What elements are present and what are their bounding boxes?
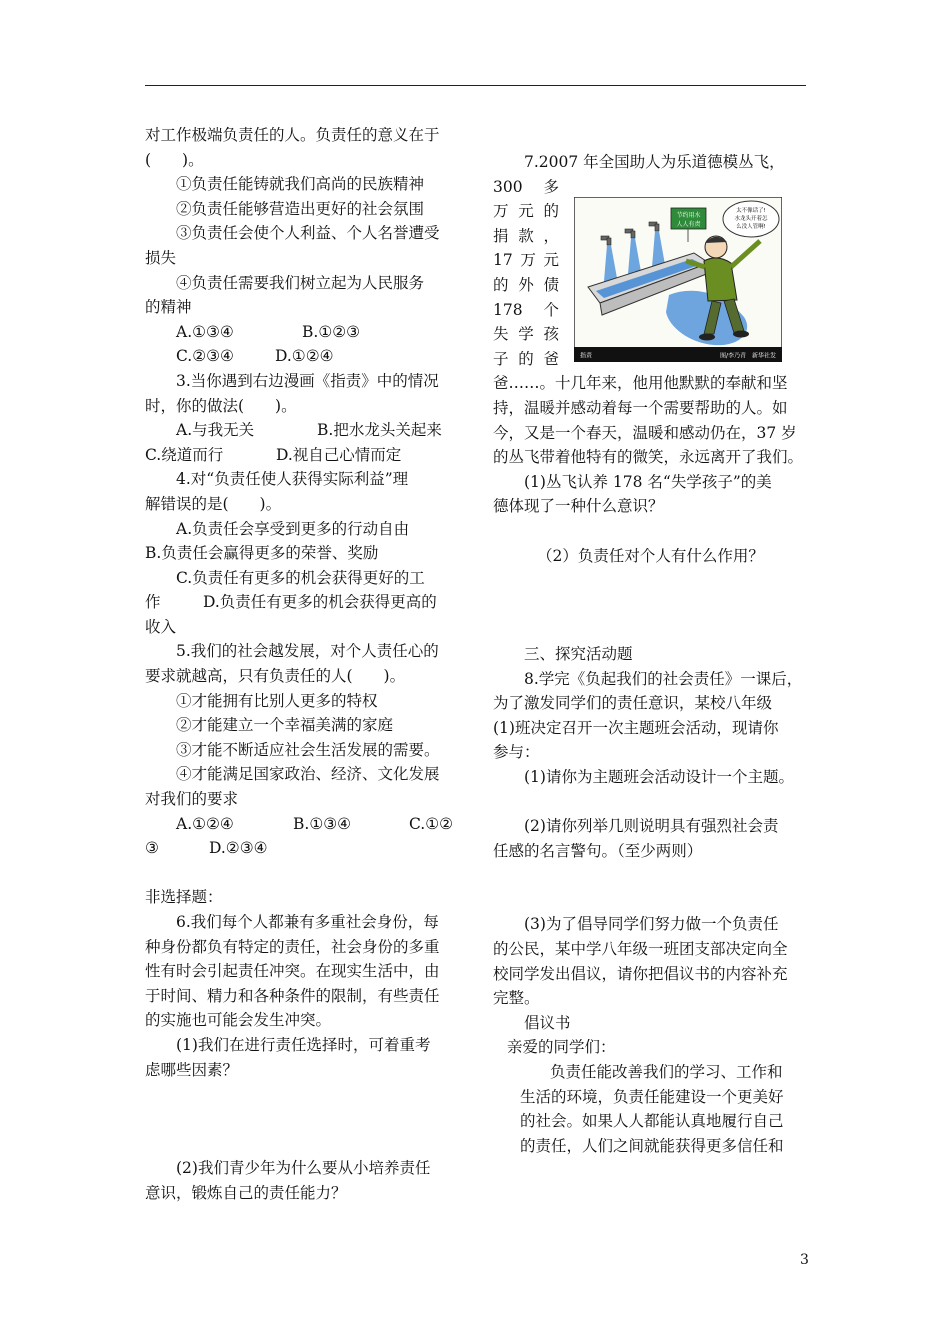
q6-sub2-line: (2)我们青少年为什么要从小培养责任 <box>176 1159 431 1178</box>
q4-option-b: B.负责任会赢得更多的荣誉、奖励 <box>145 544 379 563</box>
answer-space <box>493 790 813 815</box>
q2-option-d: D.①②④ <box>275 347 334 366</box>
q7-narrow-line <box>493 175 559 200</box>
cartoon-caption-left: 指责 <box>580 352 593 360</box>
q5-item: ④才能满足国家政治、经济、文化发展 <box>176 765 440 784</box>
q7-char: 多 <box>543 177 559 196</box>
q3-option-b: B.把水龙头关起来 <box>317 421 442 440</box>
q4-option-c-cont: 作 <box>145 593 161 612</box>
q7-char: 子 <box>493 349 509 368</box>
q8-text-line: 8.学完《负起我们的社会责任》一课后， <box>524 669 803 688</box>
q4-option-d: D.负责任有更多的机会获得更高的 <box>203 593 437 612</box>
q7-char: 学 <box>518 325 534 344</box>
q7-text-line: 持，温暖并感动着每一个需要帮助的人。如 <box>493 398 788 417</box>
q7-char: 债 <box>543 275 559 294</box>
q5-item-cont: 对我们的要求 <box>145 790 239 809</box>
q4-options-row <box>145 590 463 615</box>
q4-option-a: A.负责任会享受到更多的行动自由 <box>176 519 410 538</box>
q3-options-row <box>145 418 463 443</box>
q5-options-row <box>145 836 463 861</box>
q7-char: 的 <box>518 349 534 368</box>
q7-char: 300 <box>493 177 523 196</box>
letter-body-line: 的责任，人们之间就能获得更多信任和 <box>520 1136 784 1155</box>
bubble-text: 太不像话了! <box>736 208 766 214</box>
q7-char: 孩 <box>543 325 559 344</box>
q2-item: ②负责任能够营造出更好的社会氛围 <box>176 199 425 218</box>
q8-sub3-line: 校同学发出倡议，请你把倡议书的内容补充 <box>493 964 788 983</box>
q7-narrow-line <box>493 298 559 323</box>
q4-option-d-cont: 收入 <box>145 617 177 636</box>
q2-options-row <box>145 320 463 345</box>
q4-option-c: C.负责任有更多的机会获得更好的工 <box>176 568 425 587</box>
letter-body-line: 生活的环境，负责任能建设一个更美好 <box>520 1087 784 1106</box>
q6-sub1-line: (1)我们在进行责任选择时，可着重考 <box>176 1035 431 1054</box>
q5-option-c-cont: ③ <box>145 839 159 858</box>
q5-item: ③才能不断适应社会生活发展的需要。 <box>176 740 440 759</box>
q6-text-line: 的实施也可能会发生冲突。 <box>145 1011 332 1030</box>
q7-char: 元 <box>543 251 559 270</box>
q2-options-row <box>145 344 463 369</box>
q7-char: 款 <box>518 226 534 245</box>
spacer <box>145 861 463 886</box>
letter-title: 倡议书 <box>524 1013 571 1032</box>
q7-char: 外 <box>518 275 534 294</box>
q3-option-a: A.与我无关 <box>176 421 255 440</box>
q7-char: ， <box>543 226 559 245</box>
q2-text-line: ( )。 <box>145 150 204 169</box>
q7-sub1-line: (1)丛飞认养 178 名“失学孩子”的美 <box>524 472 772 491</box>
q7-char: 万 <box>520 251 536 270</box>
letter-body-line: 负责任能改善我们的学习、工作和 <box>550 1063 783 1081</box>
q4-text-line: 4.对“负责任使人获得实际利益”理 <box>176 470 409 489</box>
q3-options-row <box>145 443 463 468</box>
bubble-text: 水龙头开着怎 <box>734 216 768 222</box>
q7-text-line: 的丛飞带着他特有的微笑，永远离开了我们。 <box>493 448 804 467</box>
q7-sub2-line: （2）负责任对个人有什么作用？ <box>537 546 764 565</box>
answer-space <box>493 568 813 642</box>
q8-sub3-line: 完整。 <box>493 989 540 1008</box>
q2-item-cont: 的精神 <box>145 298 192 317</box>
left-column <box>145 123 463 1205</box>
q7-narrow-line <box>493 347 559 372</box>
q7-char: 爸 <box>543 349 559 368</box>
q3-text-line: 3.当你遇到右边漫画《指责》中的情况 <box>176 371 439 390</box>
q8-sub3-line: (3)为了倡导同学们努力做一个负责任 <box>524 915 779 934</box>
cartoon-illustration <box>574 197 782 362</box>
letter-salutation: 亲爱的同学们： <box>507 1038 616 1057</box>
sign-text: 人人有责 <box>676 221 701 228</box>
q2-option-a: A.①③④ <box>176 322 234 341</box>
q3-text-line: 时，你的做法( )。 <box>145 396 297 415</box>
cartoon-caption-right: 图/李乃青 新华社发 <box>719 352 776 360</box>
q4-text-line: 解错误的是( )。 <box>145 494 282 513</box>
q7-narrow-line <box>493 199 559 224</box>
q6-text-line: 6.我们每个人都兼有多重社会身份，每 <box>176 913 439 931</box>
answer-space <box>493 519 813 544</box>
q8-sub1-line: (1)请你为主题班会活动设计一个主题。 <box>524 768 794 787</box>
q5-options-row <box>145 812 463 837</box>
q7-narrow-line <box>493 248 559 273</box>
q8-text-line: 为了激发同学们的责任意识，某校八年级 <box>493 694 773 713</box>
q8-sub2-line: (2)请你列举几则说明具有强烈社会责 <box>524 817 779 836</box>
q7-char: 失 <box>493 325 509 344</box>
q6-text-line: 种身份都负有特定的责任，社会身份的多重 <box>145 937 440 956</box>
q5-item: ①才能拥有比别人更多的特权 <box>176 691 378 710</box>
answer-space <box>145 1082 463 1156</box>
q7-char: 万 <box>493 202 509 221</box>
q6-sub1-line: 虑哪些因素？ <box>145 1060 239 1079</box>
q7-narrow-line <box>493 322 559 347</box>
q6-text-line: 于时间、精力和各种条件的限制，有些责任 <box>145 986 440 1005</box>
q6-text-line: 性有时会引起责任冲突。在现实生活中，由 <box>145 962 440 981</box>
letter-body-line: 的社会。如果人人都能认真地履行自己 <box>520 1112 784 1131</box>
q7-char: 个 <box>543 300 559 319</box>
sign-text: 节约用水 <box>676 212 701 219</box>
q7-char: 元 <box>518 202 534 221</box>
q2-item: ①负责任能铸就我们高尚的民族精神 <box>176 175 425 194</box>
cartoon-image <box>574 197 782 362</box>
section3-heading: 三、探究活动题 <box>524 645 633 664</box>
page-number: 3 <box>800 1252 809 1268</box>
q7-char: 178 <box>493 300 523 319</box>
q2-text-line: 对工作极端负责任的人。负责任的意义在于 <box>145 126 440 144</box>
q7-text-line: 今，又是一个春天，温暖和感动仍在，37 岁 <box>493 423 797 442</box>
q8-sub2-line: 任感的名言警句。（至少两则） <box>493 841 703 860</box>
q2-option-b: B.①②③ <box>302 322 361 341</box>
q7-char: 的 <box>493 275 509 294</box>
q5-item: ②才能建立一个幸福美满的家庭 <box>176 716 394 735</box>
q7-char: 的 <box>543 202 559 221</box>
q8-text-line: (1)班决定召开一次主题班会活动，现请你 <box>493 718 779 737</box>
q5-text-line: 5.我们的社会越发展，对个人责任心的 <box>176 642 439 661</box>
q2-item: ④负责任需要我们树立起为人民服务 <box>176 273 425 292</box>
q7-text-line: 7.2007 年全国助人为乐道德模丛飞， <box>524 153 785 171</box>
q7-text-line: 爸……。十几年来，他用他默默的奉献和坚 <box>493 374 788 393</box>
q2-item-cont: 损失 <box>145 248 177 267</box>
q8-text-line: 参与： <box>493 743 540 762</box>
q5-option-a: A.①②④ <box>176 814 234 833</box>
q7-narrow-line <box>493 224 559 249</box>
q7-narrow-line <box>493 273 559 298</box>
answer-space <box>493 863 813 912</box>
q5-option-d: D.②③④ <box>209 839 268 858</box>
q2-item: ③负责任会使个人利益、个人名誉遭受 <box>176 224 440 243</box>
q6-sub2-line: 意识，锻炼自己的责任能力？ <box>145 1183 347 1202</box>
q7-sub1-line: 德体现了一种什么意识？ <box>493 497 664 516</box>
q7-char: 捐 <box>493 226 509 245</box>
q5-option-b: B.①③④ <box>293 814 352 833</box>
section-heading: 非选择题： <box>145 888 223 907</box>
q5-text-line: 要求就越高，只有负责任的人( )。 <box>145 667 406 686</box>
q7-char: 17 <box>493 251 513 270</box>
q3-option-c: C.绕道而行 <box>145 445 224 464</box>
q5-option-c: C.①② <box>409 814 454 833</box>
header-rule <box>145 85 806 86</box>
bubble-text: 么没人管啊! <box>736 224 766 230</box>
q2-option-c: C.②③④ <box>176 347 234 366</box>
q8-sub3-line: 的公民，某中学八年级一班团支部决定向全 <box>493 940 788 959</box>
q3-option-d: D.视自己心情而定 <box>276 445 402 464</box>
